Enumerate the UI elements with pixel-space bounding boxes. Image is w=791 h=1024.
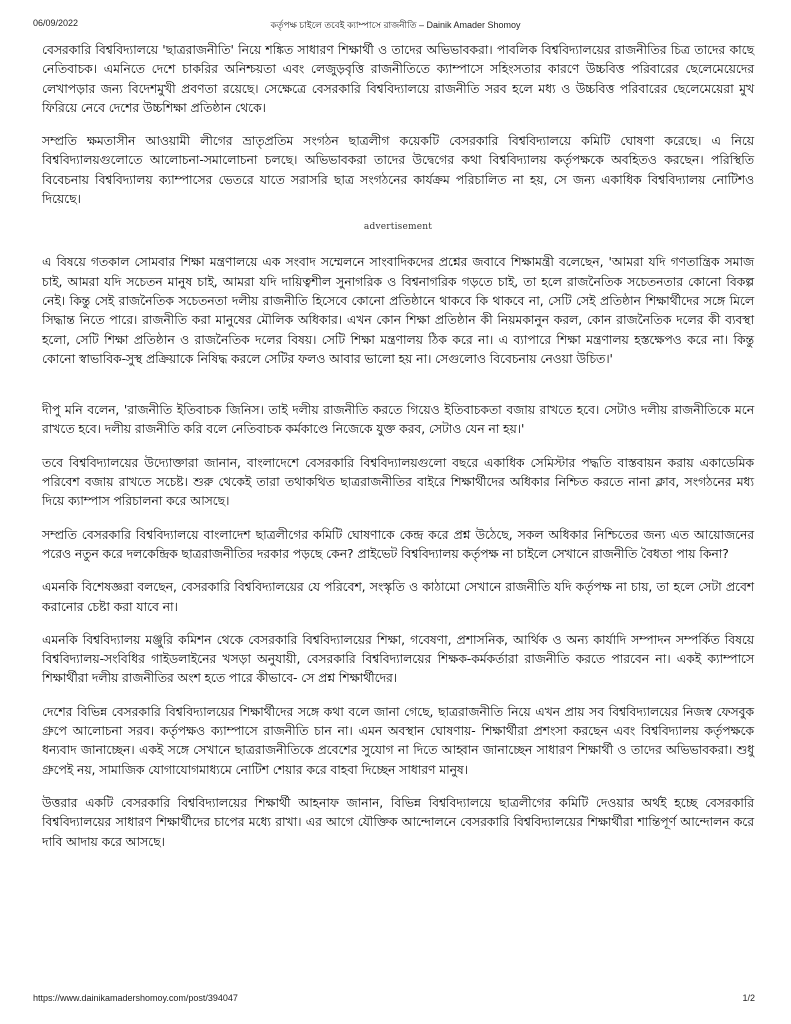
article-paragraph: এ বিষয়ে গতকাল সোমবার শিক্ষা মন্ত্রণালয়ে এক সংবাদ সম্মেলনে সাংবাদিকদের প্রশ্নের জবাবে শিক্ষামন্ত্রী বলেছেন, 'আমরা যদি গণতান্ত্রিক সমাজ চাই, আমরা যদি সচেতন মানুষ চাই, আমরা যদি দায়িত্বশীল সুনাগরিক ও বিশ্বনাগরিক গড়তে চাই, তা হলে রাজনৈতিক সচেতনতার কোনো বিকল্প নেই। কিন্তু সেই রাজনৈতিক সচেতনতা দলীয় রাজনীতি হিসেবে কোনো প্রতিষ্ঠানে থাকবে কি থাকবে না, সেটি সেই প্রতিষ্ঠান শিক্ষার্থীদের সঙ্গে মিলে সিদ্ধান্ত নিতে পারে। রাজনীতি করা মানুষের মৌলিক অধিকার। এখন কোন শিক্ষা প্রতিষ্ঠান কী নিয়মকানুন করল, কোন রাজনৈতিক দলের কী ব্যবস্থা হলো, সেটি শিক্ষা প্রতিষ্ঠান ও রাজনৈতিক দলের বিষয়। সেটি শিক্ষা মন্ত্রণালয় ঠিক করে না। এ ব্যাপারে শিক্ষা মন্ত্রণালয় হস্তক্ষেপও করে না। কিন্তু কোনো স্বাভাবিক-সুস্থ প্রক্রিয়াকে নিষিদ্ধ করলে সেটির ফলও আবার ভালো হয় না। সেগুলোও বিবেচনায় নেওয়া উচিত।' [42, 254, 754, 366]
article-paragraph: দীপু মনি বলেন, 'রাজনীতি ইতিবাচক জিনিস। তাই দলীয় রাজনীতি করতে গিয়েও ইতিবাচকতা বজায় রাখতে হবে। সেটাও দলীয় রাজনীতিকে মনে রাখতে হবে। দলীয় রাজনীতি করি বলে নেতিবাচক কর্মকাণ্ডে নিজেকে যুক্ত করব, সেটাও যেন না হয়।' [42, 402, 754, 437]
article-paragraph: তবে বিশ্ববিদ্যালয়ের উদ্যোক্তারা জানান, বাংলাদেশে বেসরকারি বিশ্ববিদ্যালয়গুলো বছরে একাধিক সেমিস্টার পদ্ধতি বাস্তবায়ন করায় একাডেমিক পরিবেশ বজায় রাখতে সচেষ্ট। শুরু থেকেই তারা তথাকথিত ছাত্ররাজনীতির বাইরে শিক্ষার্থীদের অধিকার নিশ্চিত করতে নানা ক্লাব, সংগঠনের মধ্য দিয়ে ক্যাম্পাস পরিচালনা করে আসছে। [42, 454, 754, 509]
page-number: 1/2 [742, 993, 755, 1003]
page-url[interactable]: https://www.dainikamadershomoy.com/post/394047 [33, 993, 238, 1003]
article-paragraph: সম্প্রতি বেসরকারি বিশ্ববিদ্যালয়ে বাংলাদেশ ছাত্রলীগের কমিটি ঘোষণাকে কেন্দ্র করে প্রশ্ন উঠেছে, সকল অধিকার নিশ্চিতের জন্য এত আয়োজনের পরেও নতুন করে দলকেন্দ্রিক ছাত্ররাজনীতির দরকার পড়ছে কেন? প্রাইভেট বিশ্ববিদ্যালয় কর্তৃপক্ষ না চাইলে সেখানে রাজনীতি বৈধতা পায় কিনা? [42, 526, 754, 561]
article-paragraph: এমনকি বিশেষজ্ঞরা বলছেন, বেসরকারি বিশ্ববিদ্যালয়ের যে পরিবেশ, সংস্কৃতি ও কাঠামো সেখানে রাজনীতি যদি কর্তৃপক্ষ না চায়, তা হলে সেটা প্রবেশ করানোর চেষ্টা করা যাবে না। [42, 579, 754, 614]
article-paragraph: সম্প্রতি ক্ষমতাসীন আওয়ামী লীগের ভ্রাতৃপ্রতিম সংগঠন ছাত্রলীগ কয়েকটি বেসরকারি বিশ্ববিদ্যালয়ে কমিটি ঘোষণা করেছে। এ নিয়ে বিশ্ববিদ্যালয়গুলোতে আলোচনা-সমালোচনা চলছে। অভিভাবকরা তাদের উদ্বেগের কথা বিশ্ববিদ্যালয় কর্তৃপক্ষকে অবহিতও করছেন। পরিস্থিতি বিবেচনায় বিশ্ববিদ্যালয় ক্যাম্পাসের ভেতরে যাতে সরাসরি ছাত্র সংগঠনের কার্যক্রম পরিচালিত না হয়, সে জন্য একাধিক বিশ্ববিদ্যালয় নোটিশও দিয়েছে। [42, 133, 754, 207]
print-header [0, 18, 791, 32]
article-paragraph: এমনকি বিশ্ববিদ্যালয় মঞ্জুরি কমিশন থেকে বেসরকারি বিশ্ববিদ্যালয়ের শিক্ষা, গবেষণা, প্রশাসনিক, আর্থিক ও অন্য কার্যাদি সম্পাদন সম্পর্কিত বিষয়ে বিশ্ববিদ্যালয়-সংবিধির গাইডলাইনের খসড়া অনুযায়ী, বেসরকারি বিশ্ববিদ্যালয়ের শিক্ষক-কর্মকর্তারা রাজনীতি করতে পারবেন না। একই ক্যাম্পাসে শিক্ষার্থীরা দলীয় রাজনীতির অংশ হতে পারে কীভাবে- সে প্রশ্ন শিক্ষার্থীদের। [42, 631, 754, 686]
article-paragraph: দেশের বিভিন্ন বেসরকারি বিশ্ববিদ্যালয়ের শিক্ষার্থীদের সঙ্গে কথা বলে জানা গেছে, ছাত্ররাজনীতি নিয়ে এখন প্রায় সব বিশ্ববিদ্যালয়ের নিজস্ব ফেসবুক গ্রুপে আলোচনা সরব। কর্তৃপক্ষও ক্যাম্পাসে রাজনীতি চান না। এমন অবস্থান ঘোষণায়- শিক্ষার্থীরা প্রশংসা করছেন এবং বিশ্ববিদ্যালয় কর্তৃপক্ষকে ধন্যবাদ জানাচ্ছেন। একই সঙ্গে সেখানে ছাত্ররাজনীতিকে প্রবেশের সুযোগ না দিতে আহ্বান জানাচ্ছেন সাধারণ শিক্ষার্থী ও তাদের অভিভাবকরা। শুধু গ্রুপেই নয়, সামাজিক যোগাযোগমাধ্যমে নোটিশ শেয়ার করে বাহবা দিচ্ছেন সাধারণ মানুষ। [42, 703, 754, 777]
article-paragraph: উত্তরার একটি বেসরকারি বিশ্ববিদ্যালয়ের শিক্ষার্থী আহনাফ জানান, বিভিন্ন বিশ্ববিদ্যালয়ে ছাত্রলীগের কমিটি দেওয়ার অর্থই হচ্ছে বেসরকারি বিশ্ববিদ্যালয়ের সাধারণ শিক্ষার্থীদের চাপের মধ্যে রাখা। এর আগে যৌক্তিক আন্দোলনে বেসরকারি বিশ্ববিদ্যালয়ের শিক্ষার্থীরা শান্তিপূর্ণ আন্দোলন করে দাবি আদায় করে আসছে। [42, 794, 754, 849]
print-date: 06/09/2022 [33, 18, 79, 28]
article-body [42, 40, 754, 865]
article-paragraph: বেসরকারি বিশ্ববিদ্যালয়ে 'ছাত্ররাজনীতি' নিয়ে শঙ্কিত সাধারণ শিক্ষার্থী ও তাদের অভিভাবকরা। পাবলিক বিশ্ববিদ্যালয়ের রাজনীতির চিত্র তাদের কাছে নেতিবাচক। এমনিতে দেশে চাকরির অনিশ্চয়তা এবং লেজুড়বৃত্তি রাজনীতিতে ক্যাম্পাসে সহিংসতার কারণে উচ্চবিত্ত পরিবারের ছেলেমেয়েদের লেখাপড়ার জন্য বিদেশমুখী প্রবণতা রয়েছে। সেক্ষেত্রে বেসরকারি বিশ্ববিদ্যালয়ে রাজনীতি সরব হলে মধ্য ও উচ্চবিত্ত পরিবারের ছেলেমেয়েরা মুখ ফিরিয়ে নেবে দেশের উচ্চশিক্ষা প্রতিষ্ঠান থেকে। [42, 42, 754, 115]
print-page-title: কর্তৃপক্ষ চাইলে তবেই ক্যাম্পাসে রাজনীতি – Dainik Amader Shomoy [270, 20, 521, 30]
advertisement-label: advertisement [363, 222, 433, 233]
